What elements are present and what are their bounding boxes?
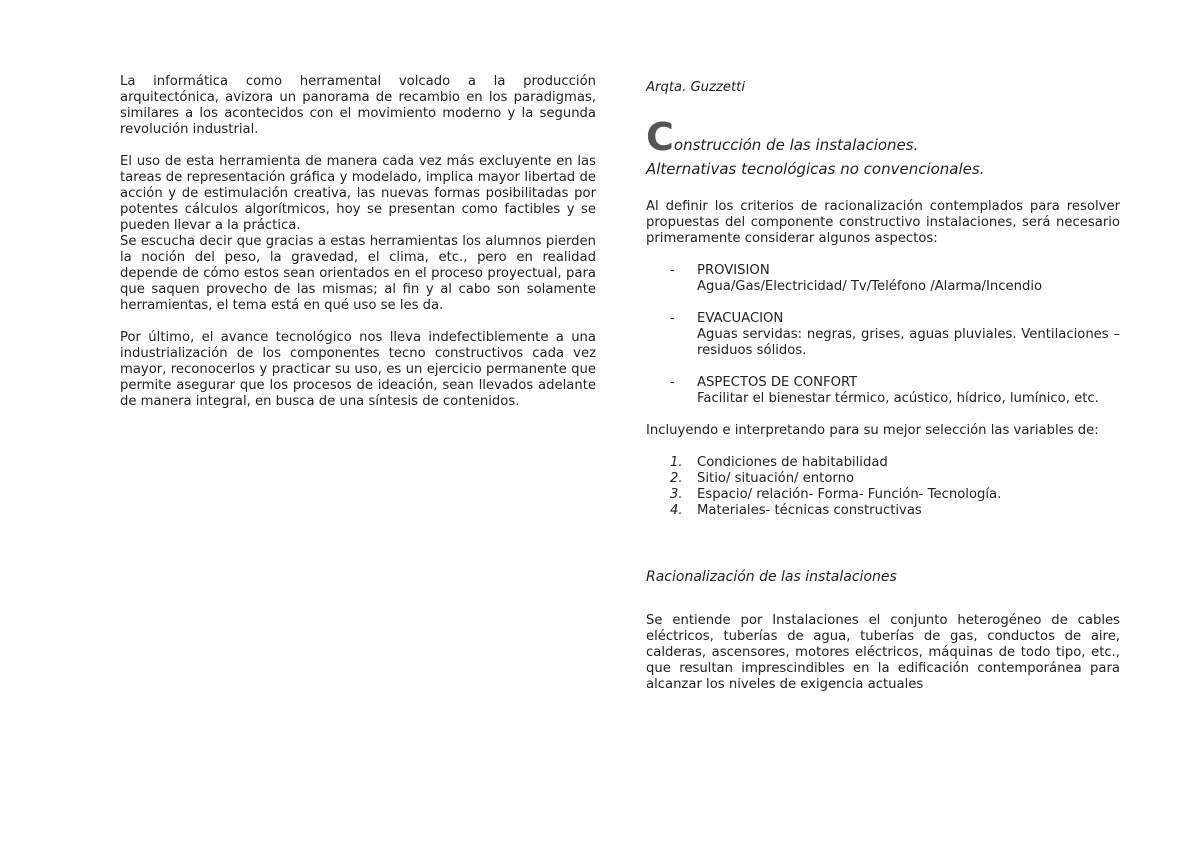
aspect-heading: PROVISION <box>697 263 770 278</box>
list-item <box>646 471 1120 487</box>
aspect-heading: EVACUACION <box>697 311 784 326</box>
list-text: Sitio/ situación/ entorno <box>697 471 855 486</box>
list-number: 4. <box>670 503 683 518</box>
aspect-text: Agua/Gas/Electricidad/ Tv/Teléfono /Alarma/Incendio <box>697 279 1043 294</box>
title-dropcap: C <box>646 115 674 159</box>
aspect-text: Aguas servidas: negras, grises, aguas pluviales. Ventilaciones –residuos sólidos. <box>697 327 1120 358</box>
list-item <box>646 503 1120 519</box>
list-text: Condiciones de habitabilidad <box>697 455 888 470</box>
variables-intro: Incluyendo e interpretando para su mejor selección las variables de: <box>646 423 1099 438</box>
right-column <box>646 80 1120 693</box>
list-number: 3. <box>670 487 683 502</box>
variables-list <box>646 455 1120 519</box>
list-item <box>646 311 1120 359</box>
bullet-dash: - <box>670 375 675 390</box>
paragraph-por-ultimo: Por último, el avance tecnológico nos lleva indefectiblemente a una industrialización de los componentes tecno constructivos cada vez mayor, reconocerlos y practicar su uso, es un ejercicio permanente que permite asegurar que los procesos de ideación, sean llevados adelante de manera integral, en busca de una síntesis de contenidos. <box>120 330 596 409</box>
document-title <box>646 115 1120 181</box>
section-heading: Racionalización de las instalaciones <box>646 569 897 585</box>
title-line <box>646 115 1120 159</box>
title-text: onstrucción de las instalaciones. <box>673 136 919 154</box>
document-subtitle: Alternativas tecnológicas no convencionales. <box>646 160 985 178</box>
bullet-dash: - <box>670 311 675 326</box>
aspect-text: Facilitar el bienestar térmico, acústico, hídrico, lumínico, etc. <box>697 391 1099 406</box>
bullet-dash: - <box>670 263 675 278</box>
list-item <box>646 455 1120 471</box>
list-number: 1. <box>670 455 683 470</box>
aspects-list <box>646 263 1120 407</box>
intro-paragraph: Al definir los criterios de racionalización contemplados para resolver propuestas del componente constructivo instalaciones, será necesario primeramente considerar algunos aspectos: <box>646 199 1120 246</box>
paragraph-se-escucha: Se escucha decir que gracias a estas herramientas los alumnos pierden la noción del peso, la gravedad, el clima, etc., pero en realidad depende de cómo estos sean orientados en el proceso proyectual, para que saquen provecho de las mismas; al fin y al cabo son solamente herramientas, el tema está en qué uso se les da. <box>120 234 596 313</box>
paragraph-informatica: La informática como herramental volcado a la producción arquitectónica, avizora un panorama de recambio en los paradigmas, similares a los acontecidos con el movimiento moderno y la segunda revolución industrial. <box>120 74 596 137</box>
author-name: Arqta. Guzzetti <box>646 80 745 95</box>
left-column <box>120 74 596 410</box>
aspect-heading: ASPECTOS DE CONFORT <box>697 375 858 390</box>
list-text: Materiales- técnicas constructivas <box>697 503 922 518</box>
list-number: 2. <box>670 471 683 486</box>
list-item <box>646 487 1120 503</box>
list-text: Espacio/ relación- Forma- Función- Tecnología. <box>697 487 1002 502</box>
list-item <box>646 375 1120 407</box>
section-paragraph: Se entiende por Instalaciones el conjunto heterogéneo de cables eléctricos, tuberías de agua, tuberías de gas, conductos de aire, calderas, ascensores, motores eléctricos, máquinas de todo tipo, etc., que resultan imprescindibles en la edificación contemporánea para alcanzar los niveles de exigencia actuales <box>646 613 1120 692</box>
paragraph-uso-herramienta: El uso de esta herramienta de manera cada vez más excluyente en las tareas de representación gráfica y modelado, implica mayor libertad de acción y de estimulación creativa, las nuevas formas posibilitadas por potentes cálculos algorítmicos, hoy se presentan como factibles y se pueden llevar a la práctica. <box>120 154 596 233</box>
list-item <box>646 263 1120 295</box>
